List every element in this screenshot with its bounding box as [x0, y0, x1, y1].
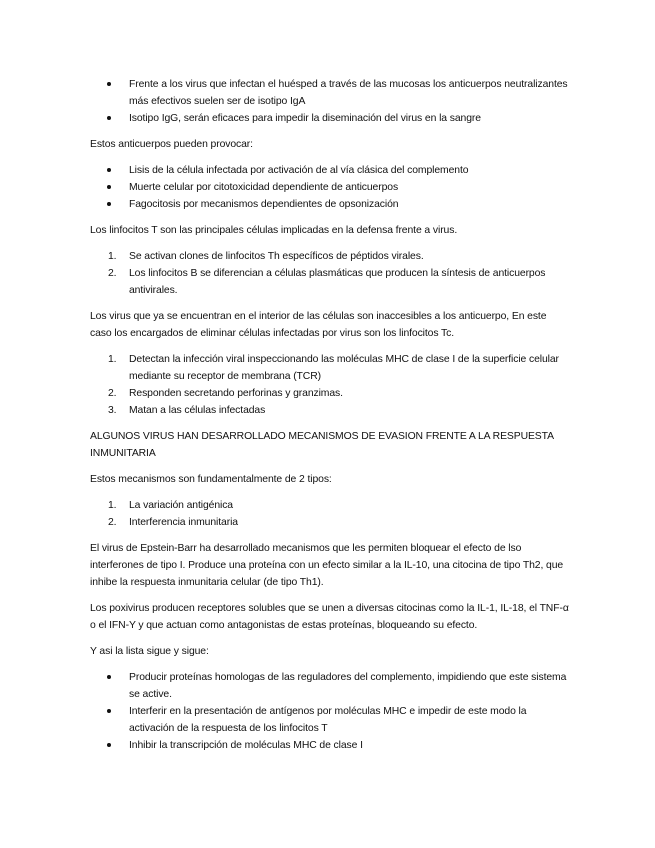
numbered-list-mechanisms [90, 497, 570, 531]
paragraph: Los virus que ya se encuentran en el interior de las células son inaccesibles a los anticuerpo, En este caso los encargados de eliminar células infectadas por virus son los linfocitos Tc. [90, 311, 547, 339]
paragraph: Estos anticuerpos pueden provocar: [90, 139, 253, 150]
paragraph: Los poxivirus producen receptores solubles que se unen a diversas citocinas como la IL-1, IL-18, el TNF-α o el IFN-Y y que actuan como antagonistas de estas proteínas, bloqueando su efecto. [90, 603, 569, 631]
list-number: 2. [108, 388, 117, 399]
list-number: 1. [108, 500, 117, 511]
list-number: 3. [108, 405, 117, 416]
list-number: 1. [108, 354, 117, 365]
list-item [90, 351, 570, 385]
list-item-text: Responden secretando perforinas y granzimas. [129, 388, 343, 399]
list-item: Muerte celular por citotoxicidad dependiente de anticuerpos [90, 179, 570, 196]
numbered-list-lymphocytes [90, 248, 570, 299]
list-item [90, 497, 570, 514]
list-item: Fagocitosis por mecanismos dependientes de opsonización [90, 196, 570, 213]
list-number: 2. [108, 268, 117, 279]
bullet-list-antibodies [90, 76, 570, 127]
list-item: Interferir en la presentación de antígenos por moléculas MHC e impedir de este modo la activación de la respuesta de los linfocitos T [90, 703, 570, 737]
paragraph: El virus de Epstein-Barr ha desarrollado mecanismos que les permiten bloquear el efecto de lso interferones de tipo I. Produce una proteína con un efecto similar a la IL-10, una citocina de tipo Th2, que inhibe la respuesta inmunitaria celular (de tipo Th1). [90, 543, 564, 588]
list-number: 2. [108, 517, 117, 528]
list-item [90, 248, 570, 265]
numbered-list-tc [90, 351, 570, 419]
list-item-text: La variación antigénica [129, 500, 233, 511]
list-item-text: Detectan la infección viral inspeccionando las moléculas MHC de clase I de la superficie celular mediante su receptor de membrana (TCR) [129, 354, 559, 382]
list-item: Producir proteínas homologas de las reguladores del complemento, impidiendo que este sistema se active. [90, 669, 570, 703]
list-item-text: Matan a las células infectadas [129, 405, 266, 416]
section-heading: ALGUNOS VIRUS HAN DESARROLLADO MECANISMOS DE EVASION FRENTE A LA RESPUESTA INMUNITARIA [90, 431, 554, 459]
paragraph: Estos mecanismos son fundamentalmente de 2 tipos: [90, 474, 332, 485]
paragraph: Los linfocitos T son las principales células implicadas en la defensa frente a virus. [90, 225, 458, 236]
bullet-list-evasion [90, 669, 570, 754]
list-number: 1. [108, 251, 117, 262]
paragraph: Y asi la lista sigue y sigue: [90, 646, 209, 657]
list-item-text: Interferencia inmunitaria [129, 517, 238, 528]
list-item [90, 402, 570, 419]
bullet-list-effects [90, 162, 570, 213]
document-body [90, 76, 570, 763]
list-item-text: Los linfocitos B se diferencian a células plasmáticas que producen la síntesis de anticuerpos antivirales. [129, 268, 546, 296]
list-item: Inhibir la transcripción de moléculas MHC de clase I [90, 737, 570, 754]
list-item [90, 514, 570, 531]
list-item [90, 385, 570, 402]
list-item [90, 265, 570, 299]
list-item: Lisis de la célula infectada por activación de al vía clásica del complemento [90, 162, 570, 179]
list-item-text: Se activan clones de linfocitos Th específicos de péptidos virales. [129, 251, 424, 262]
list-item: Isotipo IgG, serán eficaces para impedir la diseminación del virus en la sangre [90, 110, 570, 127]
list-item: Frente a los virus que infectan el huésped a través de las mucosas los anticuerpos neutralizantes más efectivos suelen ser de isotipo IgA [90, 76, 570, 110]
